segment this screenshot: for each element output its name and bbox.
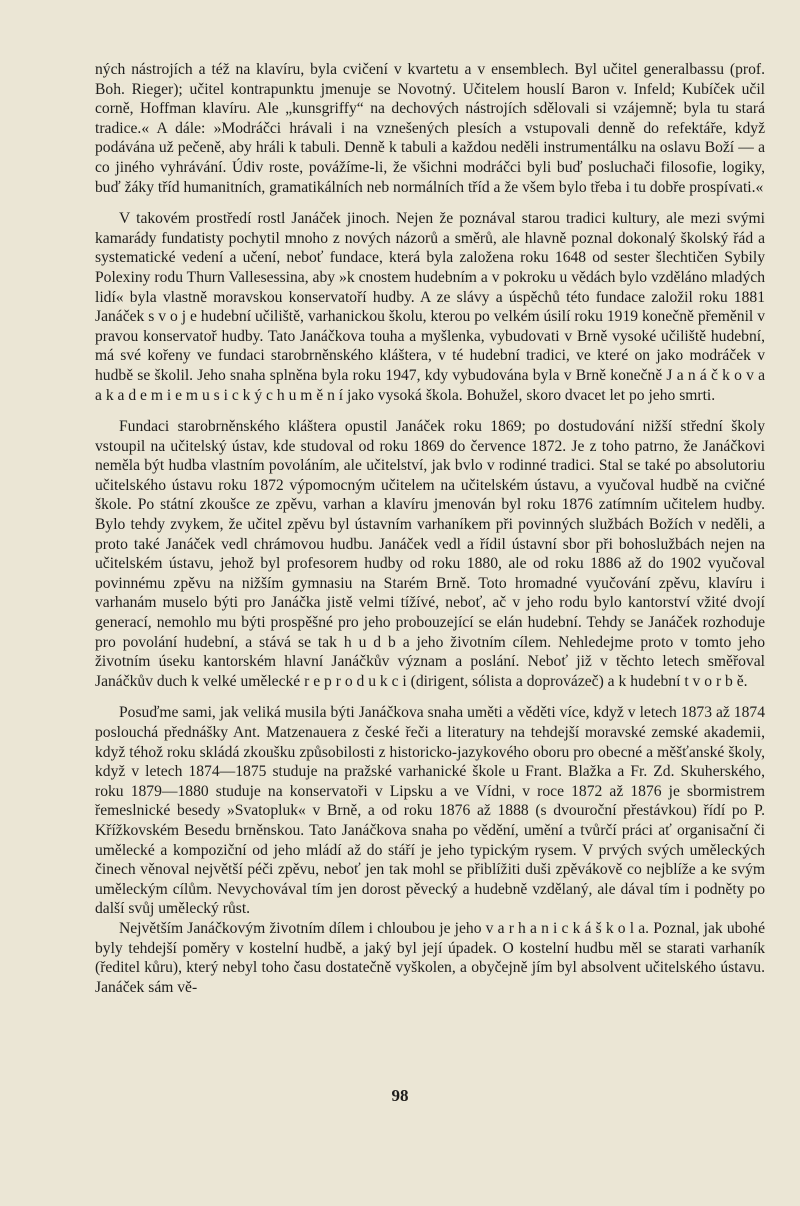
paragraph-teacher-institute: Fundaci starobrněnského kláštera opustil Janáček roku 1869; po dostudování nižší střední školy vstoupil na učitelský ústav, kde studoval od roku 1869 do července 1872. Je z toho patrno, že Janáčkovi neměla být hudba vlastním povoláním, ale učitelství, jak bvlo v rodinné tradici. Stal se také po absolutoriu učitelského ústavu roku 1872 výpomocným učitelem na učitelském ústavu, a vyučoval hudbě na cvičné škole. Po státní zkoušce ze zpěvu, varhan a klavíru jmenován byl roku 1876 zatímním učitelem hudby. Bylo tehdy zvykem, že učitel zpěvu byl ústavním varhaníkem při povinných službách Božích v neděli, a proto také Janáček vedl chrámovou hudbu. Janáček vedl a řídil ústavní sbor při bohoslužbách nejen na učitelském ústavu, jehož byl profesorem hudby od roku 1880, ale od roku 1886 až do 1902 vyučoval povinnému zpěvu na nižším gymnasiu na Starém Brně. Toto hromadné vyučování zpěvu, klavíru i varhanám muselo býti pro Janáčka jistě velmi tížívé, neboť, ač v jeho rodu bylo kantorství vžité dvojí generací, nemohlo mu býti prospěšné pro jeho probouzející se elán hudební. Tehdy se Janáček rozhoduje pro povolání hudební, a stává se tak h u d b a jeho životním cílem. Nehledejme proto v tomto jeho životním úseku kantorském hlavní Janáčkův význam a poslání. Neboť již v těchto letech směřoval Janáčkův duch k velké umělecké r e p r o d u k c i (dirigent, sólista a doprovázeč) a k hudební t v o r b ě. (95, 418, 765, 690)
paragraph-continuation: ných nástrojích a též na klavíru, byla cvičení v kvartetu a v ensemblech. Byl učitel generalbassu (prof. Boh. Rieger); učitel kontrapunktu jmenuje se Novotný. Učitelem houslí Baron v. Infeld; Kubíček učil corně, Hoffman klavíru. Ale „kunsgriffy“ na dechových nástrojích sdělovali si vzájemně; byla tu stará tradice.« A dále: »Modráčci hrávali i na vznešených plesích a vstupovali denně do refektáře, když podávána už pečeně, aby hráli k tabuli. Denně k tabuli a každou neděli instrumentálku na oslavu Boží — a co jiného vyhrávání. Údiv roste, povážíme-li, že všichni modráčci byli buď posluchači filosofie, logiky, buď žáky tříd humanitních, gramatikálních neb normálních tříd a že všem bylo třeba i tu dobře prospívati.« (95, 61, 765, 196)
paragraph-janacek-youth: V takovém prostředí rostl Janáček jinoch. Nejen že poznával starou tradici kultury, ale mezi svými kamarády fundatisty pochytil mnoho z nových názorů a směrů, ale hlavně poznal dokonalý školský řád a systematické vedení a učení, neboť fundace, která byla založena roku 1648 od sester šlechtičen Sybily Polexiny rodu Thurn Vallesessina, aby »k cnostem hudebním a v pokroku u vědách bylo vzděláno mladých lidí« byla vlastně moravskou konservatoří hudby. A ze slávy a úspěchů této fundace založil roku 1881 Janáček s v o j e hudební učiliště, varhanickou školu, kterou po velkém úsilí roku 1919 konečně přeměnil v pravou konservatoř hudby. Tato Janáčkova touha a myšlenka, vybudovati v Brně vysoké učiliště hudební, má své kořeny ve fundaci starobrněnského kláštera, v té hudební tradici, ve které on jako modráček v hudbě se školil. Jeho snaha splněna byla roku 1947, kdy vybudována byla v Brně konečně J a n á č k o v a a k a d e m i e m u s i c k ý c h u m ě n í jako vysoká škola. Bohužel, skoro dvacet let po jeho smrti. (95, 210, 765, 404)
paragraph-organ-school: Největším Janáčkovým životním dílem i chloubou je jeho v a r h a n i c k á š k o l a. Poznal, jak ubohé byly tehdejší poměry v kostelní hudbě, a jaký byl její úpadek. O kostelní hudbu měl se starati varhaník (ředitel kůru), který nebyl toho času dostatečně vyškolen, a obyčejně jím byl absolvent učitelského ústavu. Janáček sám vě- (95, 919, 765, 996)
page-number: 98 (391, 1086, 409, 1105)
body-text (95, 60, 765, 997)
paragraph-studies: Posuďme sami, jak veliká musila býti Janáčkova snaha uměti a věděti více, když v letech 1873 až 1874 poslouchá přednášky Ant. Matzenauera z české řeči a literatury na tehdejší moravské zemské akademii, když téhož roku skládá zkoušku způsobilosti z historicko-jazykového oboru pro obecné a měšťanské školy, když v letech 1874—1875 studuje na pražské varhanické škole u Frant. Blažka a Fr. Zd. Skuherského, roku 1879—1880 studuje na konservatoři v Lipsku a ve Vídni, v roce 1872 až 1876 je sbormistrem řemeslnické besedy »Svatopluk« v Brně, a od roku 1876 až 1888 (s dvouroční přestávkou) řídí po P. Křížkovském Besedu brněnskou. Tato Janáčkova snaha po vědění, umění a tvůrčí práci ať organisační či umělecké a kompoziční od jeho mládí až do stáří je jeho typickým rysem. V prvých svých uměleckých činech věnoval největší péči zpěvu, neboť jen tak mohl se přiblížiti duši zpěvákově co nejblíže a ke svým uměleckým cílům. Nevychovával tím jen dorost pěvecký a hudebně vzdělaný, ale dával tím i podněty po další svůj umělecký růst. (95, 704, 765, 918)
